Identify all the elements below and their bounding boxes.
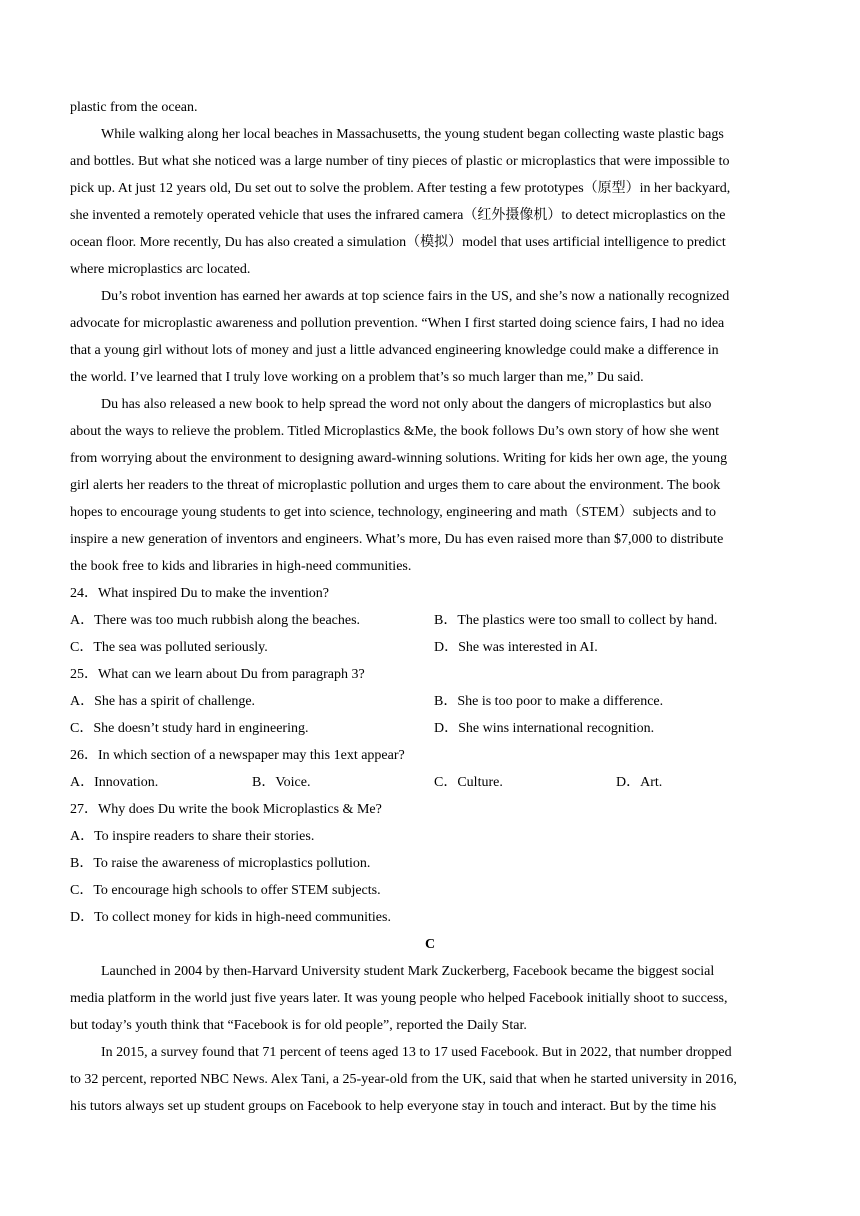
text-line: ocean floor. More recently, Du has also created a simulation（模拟）model that uses artificial intelligence to predict xyxy=(70,235,726,250)
text-line: inspire a new generation of inventors and engineers. What’s more, Du has even raised more than $7,000 to distribute xyxy=(70,532,724,547)
option-a: A．There was too much rubbish along the beaches. xyxy=(70,613,361,628)
option-c: C．Culture. xyxy=(434,775,503,790)
text-line: hopes to encourage young students to get into science, technology, engineering and math（STEM）subjects and to xyxy=(70,505,717,520)
text-line: media platform in the world just five years later. It was young people who helped Facebook initially shoot to success, xyxy=(70,991,728,1006)
text-line: about the ways to relieve the problem. Titled Microplastics &Me, the book follows Du’s own story of how she went xyxy=(70,424,719,439)
option-d: D．She was interested in AI. xyxy=(434,640,598,655)
text-line: where microplastics arc located. xyxy=(70,262,251,277)
text-line: his tutors always set up student groups on Facebook to help everyone stay in touch and interact. But by the time his xyxy=(70,1099,717,1114)
question-stem: 25．What can we learn about Du from paragraph 3? xyxy=(70,667,365,682)
question-stem: 26．In which section of a newspaper may this 1ext appear? xyxy=(70,748,405,763)
text-line: In 2015, a survey found that 71 percent of teens aged 13 to 17 used Facebook. But in 2022, that number dropped xyxy=(101,1045,732,1060)
text-line: and bottles. But what she noticed was a large number of tiny pieces of plastic or microplastics that were impossible to xyxy=(70,154,730,169)
option-d: D．She wins international recognition. xyxy=(434,721,655,736)
text-line: Du’s robot invention has earned her awards at top science fairs in the US, and she’s now a nationally recognized xyxy=(101,289,730,304)
option-b: B．Voice. xyxy=(252,775,311,790)
option-c: C．She doesn’t study hard in engineering. xyxy=(70,721,309,736)
text-line: Launched in 2004 by then-Harvard University student Mark Zuckerberg, Facebook became the biggest social xyxy=(101,964,715,979)
text-line: but today’s youth think that “Facebook is for old people”, reported the Daily Star. xyxy=(70,1018,527,1033)
section-heading: C xyxy=(424,937,436,952)
text-line: advocate for microplastic awareness and pollution prevention. “When I first started doing science fairs, I had no idea xyxy=(70,316,725,331)
option-a: A．She has a spirit of challenge. xyxy=(70,694,256,709)
option-c: C．The sea was polluted seriously. xyxy=(70,640,268,655)
option-b: B．The plastics were too small to collect by hand. xyxy=(434,613,718,628)
text-line: she invented a remotely operated vehicle that uses the infrared camera（红外摄像机）to detect microplastics on the xyxy=(70,208,726,223)
text-line: Du has also released a new book to help spread the word not only about the dangers of microplastics but also xyxy=(101,397,712,412)
text-line: the world. I’ve learned that I truly love working on a problem that’s so much larger than me,” Du said. xyxy=(70,370,644,385)
text-line: the book free to kids and libraries in high-need communities. xyxy=(70,559,412,574)
option-a: A．Innovation. xyxy=(70,775,159,790)
text-line: girl alerts her readers to the threat of microplastic pollution and urges them to care about the environment. The book xyxy=(70,478,721,493)
text-line: pick up. At just 12 years old, Du set out to solve the problem. After testing a few prototypes（原型）in her backyard, xyxy=(70,181,731,196)
text-line: that a young girl without lots of money and just a little advanced engineering knowledge could make a difference in xyxy=(70,343,719,358)
option-d: D．To collect money for kids in high-need communities. xyxy=(70,910,391,925)
text-line: plastic from the ocean. xyxy=(70,100,198,115)
question-stem: 27．Why does Du write the book Microplastics & Me? xyxy=(70,802,382,817)
text-line: While walking along her local beaches in Massachusetts, the young student began collecting waste plastic bags xyxy=(101,127,724,142)
option-d: D．Art. xyxy=(616,775,663,790)
option-b: B．To raise the awareness of microplastics pollution. xyxy=(70,856,371,871)
text-line: from worrying about the environment to designing award-winning solutions. Writing for kids her own age, the young xyxy=(70,451,728,466)
text-line: to 32 percent, reported NBC News. Alex Tani, a 25-year-old from the UK, said that when he started university in 2016, xyxy=(70,1072,737,1087)
option-b: B．She is too poor to make a difference. xyxy=(434,694,664,709)
option-a: A．To inspire readers to share their stories. xyxy=(70,829,315,844)
option-c: C．To encourage high schools to offer STEM subjects. xyxy=(70,883,381,898)
question-stem: 24．What inspired Du to make the invention? xyxy=(70,586,329,601)
